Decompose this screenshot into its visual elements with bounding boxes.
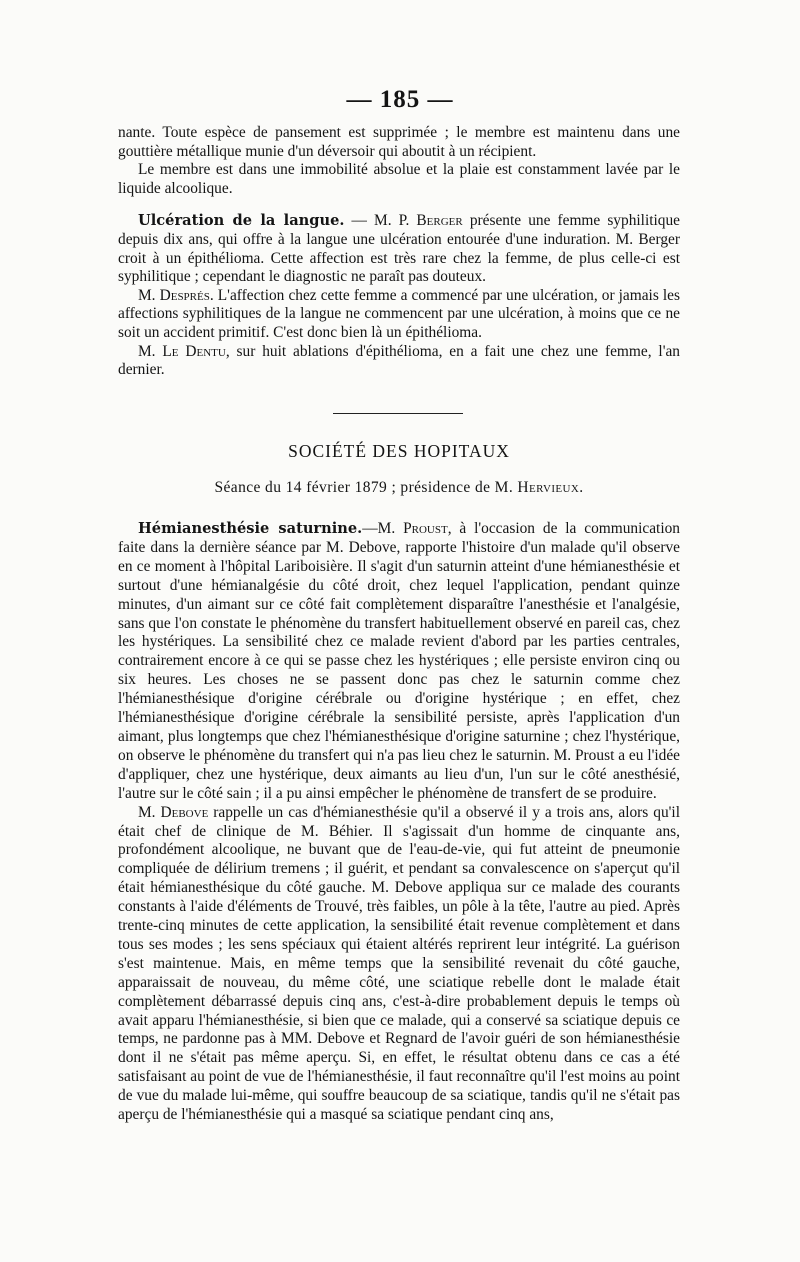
- speaker-debove: Debove: [160, 803, 209, 821]
- session-suffix: .: [579, 479, 584, 496]
- ulceration-paragraph: [118, 212, 680, 286]
- ledentu-paragraph: [118, 343, 680, 380]
- hemianesthesia-body: [118, 520, 680, 1125]
- surgical-section: [118, 124, 680, 380]
- despres-prefix: M.: [138, 286, 160, 304]
- despres-text: . L'affection chez cette femme a commencé par une ulcération, or jamais les affections syphilitiques de la langue ne commencent par une ulcération, à moins que ce ne soit un accident primitif. C'est donc bien là un épithélioma.: [118, 286, 680, 341]
- session-prefix: Séance du 14 février 1879 ; présidence de M.: [214, 479, 518, 496]
- ledentu-prefix: M.: [138, 342, 163, 360]
- debove-prefix: M.: [138, 803, 161, 821]
- ulceration-text: présente une femme syphilitique depuis dix ans, qui offre à la langue une ulcération entourée d'une induration. M. Berger croit à un épithélioma. Cette affection est très rare chez la femme, de plus celle-ci est syphilitique ; cependant le diagnostic ne paraît pas douteux.: [118, 212, 680, 286]
- ulceration-dash: — M. P.: [344, 212, 417, 230]
- proust-dash: —M.: [362, 520, 404, 537]
- continuation-paragraph: nante. Toute espèce de pansement est supprimée ; le membre est maintenu dans une gouttière métallique munie d'un déversoir qui aboutit à un récipient.: [118, 124, 680, 160]
- paragraph-gap: [118, 198, 680, 212]
- speaker-berger: Berger: [416, 212, 463, 230]
- session-line: [118, 479, 680, 497]
- ulceration-title: Ulcération de la langue.: [138, 212, 345, 230]
- speaker-ledentu: Le Dentu: [162, 342, 226, 360]
- proust-paragraph: [118, 520, 680, 804]
- hemianesthesia-section: [118, 520, 680, 1125]
- section-divider: [333, 413, 463, 414]
- debove-text: rappelle un cas d'hémianesthésie qu'il a observé il y a trois ans, alors qu'il était chef de clinique de M. Béhier. Il s'agissait d'un homme de cinquante ans, profondément alcoolique, ne buvant que de l'eau-de-vie, qui fut atteint de pneumonie compliquée de délirium tremens ; il guérit, et pendant sa convalescence on s'aperçut qu'il était hémianesthésique du côté gauche. M. Debove appliqua sur ce malade des courants constants à l'aide d'éléments de Trouvé, très faibles, un pôle à la tête, l'autre au pied. Après trente-cinq minutes de cette application, la sensibilité était revenue complètement et dans tous ses modes ; les sens spéciaux qui étaient altérés reprirent leur intégrité. La guérison s'est maintenue. Mais, en même temps que la sensibilité revenait du côté gauche, apparaissait de nouveau, du même côté, une sciatique rebelle dont le malade était complètement débarrassé depuis cinq ans, c'est-à-dire probablement depuis le temps où avait apparu l'hémianesthésie, si bien que ce malade, qui a conservé sa sciatique depuis ce temps, ne pardonne pas à MM. Debove et Regnard de l'avoir guéri de son hémianesthésie dont il ne s'était pas même aperçu. Si, en effet, le résultat obtenu dans ce cas a été satisfaisant au point de vue de l'hémianesthésie, il faut reconnaître qu'il l'est moins au point de vue du malade lui-même, qui souffre beaucoup de sa sciatique, tandis qu'il ne s'était pas aperçu de l'hémianesthésie qui a masqué sa sciatique pendant cinq ans,: [118, 803, 680, 1124]
- despres-paragraph: [118, 287, 680, 343]
- ledentu-text: , sur huit ablations d'épithélioma, en a fait une chez une femme, l'an dernier.: [118, 342, 680, 379]
- speaker-proust: Proust: [403, 520, 448, 537]
- debove-paragraph: [118, 804, 680, 1125]
- speaker-despres: Després: [159, 286, 210, 304]
- proust-text: , à l'occasion de la communication faite dans la dernière séance par M. Debove, rapporte l'histoire d'un malade qu'il observe en ce moment à l'hôpital Lariboisière. Il s'agit d'un saturnin atteint d'une hémianesthésie et surtout d'une hémianalgésie du côté droit, chez lequel l'application, pendant quinze minutes, d'un aimant sur ce côté fait complètement disparaître l'anesthésie et l'analgésie, sans que l'on constate le phénomène du transfert habituellement observé en pareil cas, chez les hystériques. La sensibilité chez ce malade revient d'abord par les parties centrales, contrairement encore à ce qui se passe chez les hystériques ; elle persiste environ cinq ou six heures. Les choses ne se passent donc pas chez le saturnin comme chez l'hémianesthésique d'origine cérébrale ou d'origine hystérique ; en effet, chez l'hémianesthésique d'origine cérébrale la sensibilité persiste, après l'application d'un aimant, plus longtemps que chez l'hémianesthésique d'origine saturnine ; chez l'hystérique, on observe le phénomène du transfert qui n'a pas lieu chez le saturnin. M. Proust a eu l'idée d'appliquer, chez une hystérique, deux aimants au lieu d'un, l'un sur le côté anesthésié, l'autre sur le côté sain ; il a pu ainsi empêcher le phénomène de transfert de se produire.: [118, 520, 680, 802]
- hemianesthesia-title: Hémianesthésie saturnine.: [138, 520, 363, 537]
- society-heading: SOCIÉTÉ DES HOPITAUX: [288, 441, 510, 461]
- continuation-paragraph: Le membre est dans une immobilité absolue et la plaie est constamment lavée par le liquide alcoolique.: [118, 161, 680, 197]
- page-number: — 185 —: [346, 86, 454, 113]
- president-name: Hervieux: [517, 479, 580, 496]
